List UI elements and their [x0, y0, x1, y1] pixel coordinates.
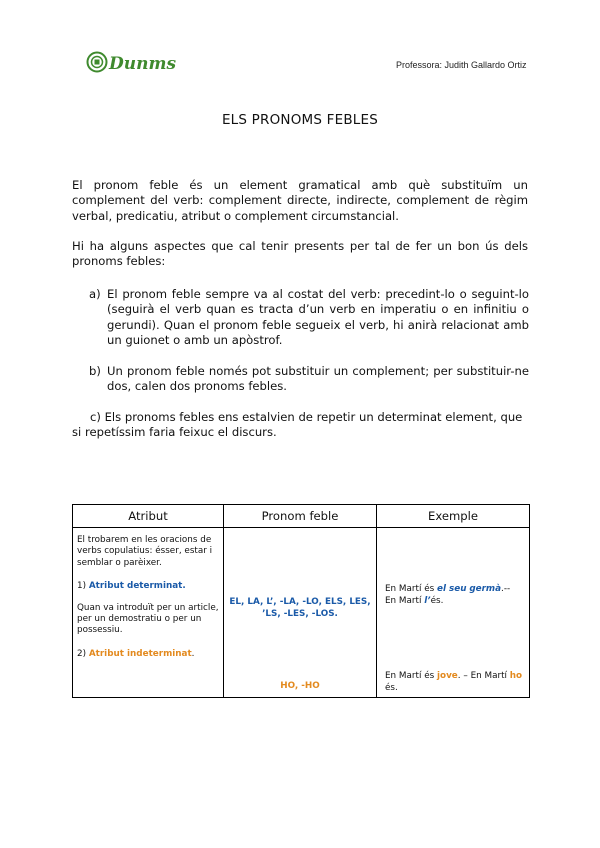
table-cell-attribut — [73, 528, 224, 698]
table-header-pronom: Pronom feble — [224, 505, 377, 528]
example-indeterminat: En Martí és jove. – En Martí ho és. — [385, 671, 523, 693]
example-determinat: En Martí és el seu germà.-- En Martí l’és. — [385, 584, 511, 606]
attribut-indeterminat-label: Atribut indeterminat — [88, 648, 192, 659]
teacher-name: Professora: Judith Gallardo Ortiz — [396, 60, 527, 70]
attribut-determinat: 1) Atribut determinat. — [77, 581, 186, 592]
list-item-a — [89, 287, 529, 348]
list-marker: a) — [89, 287, 101, 301]
list-marker: b) — [89, 364, 101, 378]
attribut-intro: El trobarem en les oracions de verbs copulatius: ésser, estar i semblar o parèixer. — [77, 535, 213, 568]
page-title: ELS PRONOMS FEBLES — [221, 112, 379, 128]
intro-paragraph: El pronom feble és un element gramatical amb què substituïm un complement del verb: complement directe, indirecte, complement de règim verbal, predicatiu, atribut o complement circumstancial. — [72, 178, 528, 223]
table-cell-exemple — [377, 528, 530, 698]
logo-wordmark: Dunms — [109, 54, 177, 74]
list-item-text: El pronom feble sempre va al costat del verb: precedint-lo o seguint-lo (seguirà el verb quan es tracta d’un verb en imperatiu o en infinitiu o gerundi). Quan el pronom feble segueix el verb, hi anirà relacionat amb un guionet o amb un apòstrof. — [107, 287, 529, 347]
indeterminat-pronouns: HO, -HO — [280, 681, 320, 691]
list-item-b — [89, 364, 529, 395]
school-logo — [86, 50, 196, 74]
table-header-attribut: Atribut — [73, 505, 224, 528]
attribut-determinat-label: Atribut determinat — [88, 581, 183, 592]
list-item-c — [72, 410, 528, 441]
aspects-paragraph: Hi ha alguns aspectes que cal tenir presents per tal de fer un bon ús dels pronoms febles: — [72, 239, 528, 269]
attribut-note: Quan va introduït per un article, per un demostratiu o per un possessiu. — [77, 602, 219, 636]
attribute-table — [72, 504, 530, 698]
list-item-text: Els pronoms febles ens estalvien de repetir un determinat element, que si repetíssim faria feixuc el discurs. — [72, 410, 523, 440]
list-item-text: Un pronom feble només pot substituir un complement; per substituir-ne dos, calen dos pronoms febles. — [107, 364, 529, 394]
determinat-pronouns: EL, LA, L’, -LA, -LO, ELS, LES, ’LS, -LES, -LOS. — [229, 597, 371, 619]
table-header-exemple: Exemple — [377, 505, 530, 528]
table-cell-pronom — [224, 528, 377, 698]
attribut-indeterminat: 2) Atribut indeterminat. — [77, 648, 195, 659]
list-marker: c) — [90, 410, 101, 424]
